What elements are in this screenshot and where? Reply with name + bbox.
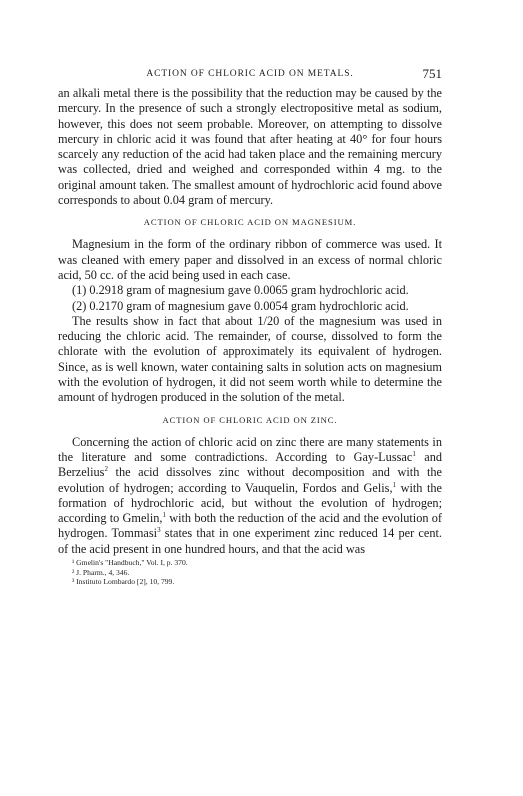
footnotes	[58, 558, 442, 587]
section-heading-magnesium: ACTION OF CHLORIC ACID ON MAGNESIUM.	[143, 217, 357, 228]
zinc-text: the acid dissolves zinc without decomposition and with the evolution of hydrogen; according to Vauquelin, Fordos and Gelis,	[58, 465, 442, 495]
footnote-3: ³ Instituto Lombardo [2], 10, 799.	[72, 577, 175, 587]
section-heading-zinc: ACTION OF CHLORIC ACID ON ZINC.	[162, 414, 338, 425]
footnote-ref: 1	[162, 511, 166, 520]
paragraph-continuation: an alkali metal there is the possibility that the reduction may be caused by the mercury. In the presence of such a strongly electropositive metal as sodium, however, this does not seem probable. Moreover, on attempting to dissolve mercury in chloric acid it was found that after heating at 40° for four hours scarcely any reduction of the acid had taken place and the remaining mercury was collected, dried and weighed and corresponded within 4 mg. to the original amount taken. The smallest amount of hydrochloric acid found above corresponds to about 0.04 gram of mercury.	[58, 86, 442, 208]
footnote-ref: 3	[157, 526, 161, 535]
zinc-text: Concerning the action of chloric acid on zinc there are many statements in the literature and some contradictions. According to Gay-Lussac	[58, 434, 442, 464]
footnote-ref: 1	[412, 449, 416, 458]
page	[58, 66, 442, 587]
page-number: 751	[422, 66, 442, 81]
footnote-1: ¹ Gmelin's "Handbuch," Vol. I, p. 370.	[72, 558, 188, 568]
footnote-ref: 1	[392, 480, 397, 489]
zinc-text: states that in one experiment zinc reduced 14 per cent. of the acid present in one hundred hours, and that the acid was	[58, 526, 442, 556]
result-line-2: (2) 0.2170 gram of magnesium gave 0.0054 gram hydrochloric acid.	[72, 298, 409, 313]
running-title: ACTION OF CHLORIC ACID ON METALS.	[146, 69, 354, 79]
zinc-text: with the formation of hydrochloric acid, but without the evolution of hydrogen; according to Gmelin,	[58, 480, 442, 526]
footnote-ref: 2	[104, 465, 108, 474]
zinc-text: and Berzelius	[58, 449, 442, 480]
paragraph-magnesium-results: The results show in fact that about 1/20 of the magnesium was used in reducing the chloric acid. The remainder, of course, dissolved to form the chlorate with the evolution of approximately its equivalent of hydrogen. Since, as is well known, water containing salts in solution acts on magnesium with the evolution of hydrogen, it did not seem worth while to determine the amount of hydrogen produced in the solution of the metal.	[58, 313, 442, 405]
zinc-text: with both the reduction of the acid and the evolution of hydrogen. Tommasi	[58, 511, 443, 541]
paragraph-magnesium-method: Magnesium in the form of the ordinary ribbon of commerce was used. It was cleaned with emery paper and dissolved in an excess of normal chloric acid, 50 cc. of the acid being used in each case.	[58, 237, 442, 282]
running-header	[58, 66, 442, 86]
footnote-2: ² J. Pharm., 4, 346.	[72, 567, 130, 577]
paragraph-zinc	[58, 435, 442, 557]
result-line-1: (1) 0.2918 gram of magnesium gave 0.0065 gram hydrochloric acid.	[72, 283, 409, 298]
